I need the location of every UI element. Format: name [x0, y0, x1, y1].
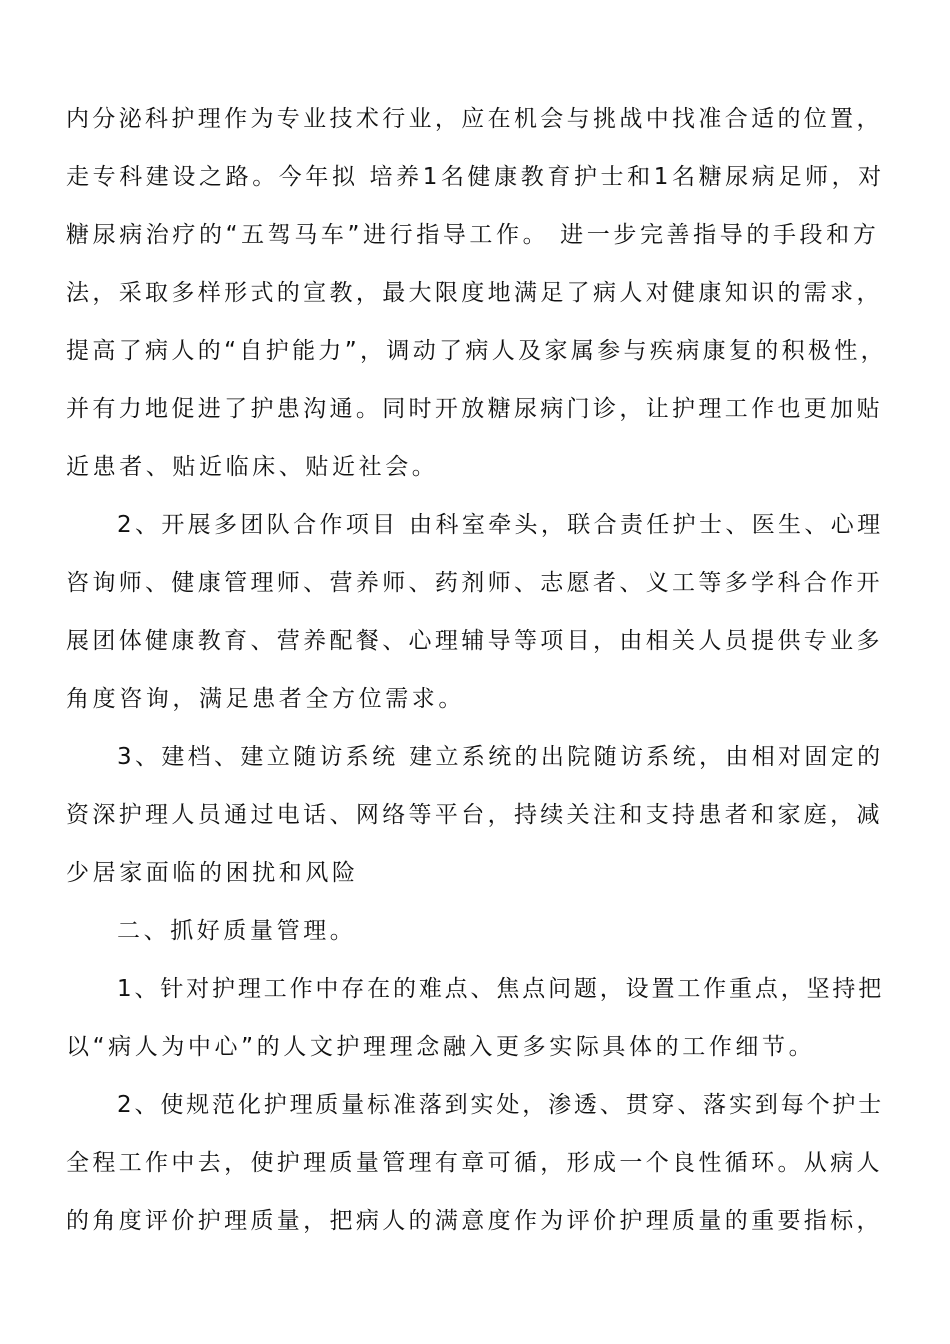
text-line: 咨询师、健康管理师、营养师、药剂师、志愿者、义工等多学科合作开	[66, 570, 883, 596]
text-line: 走专科建设之路。今年拟 培养1名健康教育护士和1名糖尿病足师，对	[66, 164, 885, 190]
text-line: 展团体健康教育、营养配餐、心理辅导等项目，由相关人员提供专业多	[66, 628, 883, 654]
text-line: 糖尿病治疗的“五驾马车”进行指导工作。 进一步完善指导的手段和方	[66, 222, 880, 248]
text-line: 并有力地促进了护患沟通。同时开放糖尿病门诊，让护理工作也更加贴	[66, 396, 883, 422]
section-heading: 二、抓好质量管理。	[117, 918, 357, 944]
paragraph-heading-line: 2、使规范化护理质量标准落到实处，渗透、贯穿、落实到每个护士	[117, 1092, 885, 1118]
paragraph-heading-line: 2、开展多团队合作项目 由科室牵头，联合责任护士、医生、心理	[117, 512, 884, 538]
text-line: 以“病人为中心”的人文护理理念融入更多实际具体的工作细节。	[66, 1034, 816, 1060]
text-line: 的角度评价护理质量，把病人的满意度作为评价护理质量的重要指标，	[66, 1208, 883, 1234]
text-line: 全程工作中去，使护理质量管理有章可循，形成一个良性循环。从病人	[66, 1150, 883, 1176]
text-line: 资深护理人员通过电话、网络等平台，持续关注和支持患者和家庭，减	[66, 802, 883, 828]
text-line: 提高了病人的“自护能力”，调动了病人及家属参与疾病康复的积极性，	[66, 338, 888, 364]
text-line: 少居家面临的困扰和风险	[66, 860, 359, 886]
text-line: 角度咨询，满足患者全方位需求。	[66, 686, 465, 712]
document-body	[66, 90, 888, 1250]
text-line: 内分泌科护理作为专业技术行业，应在机会与挑战中找准合适的位置，	[66, 106, 883, 132]
text-line: 法，采取多样形式的宣教，最大限度地满足了病人对健康知识的需求，	[66, 280, 883, 306]
text-line: 近患者、贴近临床、贴近社会。	[66, 454, 439, 480]
paragraph-heading-line: 3、建档、建立随访系统 建立系统的出院随访系统，由相对固定的	[117, 744, 884, 770]
paragraph-heading-line: 1、针对护理工作中存在的难点、焦点问题，设置工作重点，坚持把	[117, 976, 885, 1002]
